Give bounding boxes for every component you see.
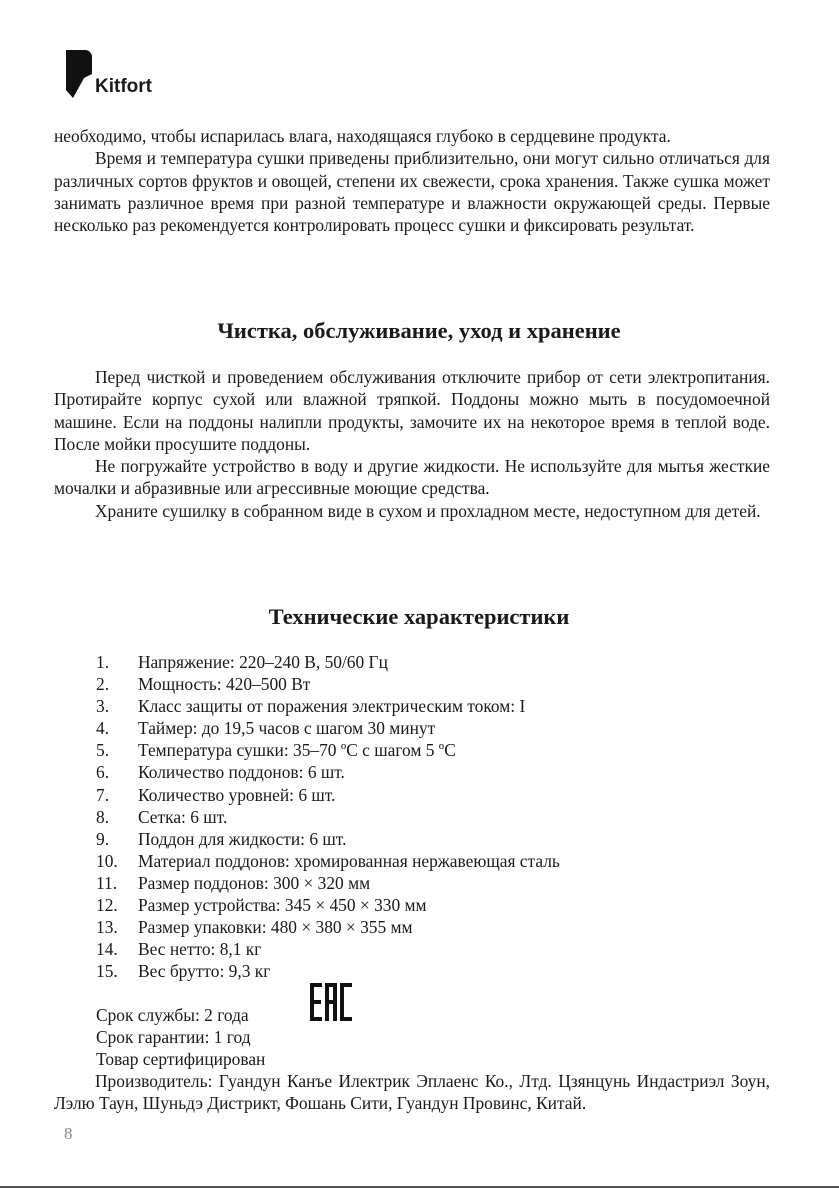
logo-wordmark: Kitfort <box>95 76 152 97</box>
spec-item <box>96 894 560 916</box>
spec-text: Вес брутто: 9,3 кг <box>138 961 271 982</box>
manufacturer-info: Производитель: Гуандун Канъе Илектрик Эплаенс Ко., Лтд. Цзянцунь Индастриэл Зоун, Лэлю Таун, Шуньдэ Дистрикт, Фошань Сити, Гуандун Провинс, Китай. <box>54 1071 770 1114</box>
spec-text: Поддон для жидкости: 6 шт. <box>138 828 347 849</box>
spec-item <box>96 806 560 828</box>
spec-text: Сетка: 6 шт. <box>138 806 228 827</box>
eac-mark-icon <box>310 983 352 1021</box>
spec-number: 5. <box>96 740 110 761</box>
spec-item <box>96 872 560 894</box>
spec-text: Количество уровней: 6 шт. <box>138 784 336 805</box>
spec-number: 12. <box>96 895 118 916</box>
page-number: 8 <box>64 1124 73 1143</box>
spec-number: 14. <box>96 939 118 960</box>
spec-number: 6. <box>96 762 110 783</box>
spec-item <box>96 938 560 960</box>
kitfort-logo-icon <box>66 50 92 98</box>
certification: Товар сертифицирован <box>96 1049 266 1069</box>
spec-number: 15. <box>96 961 118 982</box>
spec-text: Напряжение: 220–240 В, 50/60 Гц <box>138 652 388 672</box>
service-life: Срок службы: 2 года <box>96 1005 249 1025</box>
specs-list <box>96 651 560 982</box>
cleaning-paragraph-1: Перед чисткой и проведением обслуживания отключите прибор от сети электропитания. Протирайте корпус сухой или влажной тряпкой. Поддоны можно мыть в посудомоечной машине. Если на поддоны налипли продукты, замочите их на некоторое время в теплой воде. После мойки просушите поддоны. <box>54 367 770 454</box>
spec-item <box>96 695 560 717</box>
spec-text: Размер устройства: 345 × 450 × 330 мм <box>138 895 427 916</box>
spec-item <box>96 761 560 783</box>
specs-heading: Технические характеристики <box>268 604 570 629</box>
cleaning-section <box>54 366 770 522</box>
spec-item <box>96 784 560 806</box>
spec-number: 4. <box>96 718 110 739</box>
spec-item <box>96 828 560 850</box>
spec-text: Материал поддонов: хромированная нержавеющая сталь <box>138 850 560 871</box>
spec-number: 7. <box>96 784 110 805</box>
spec-number: 9. <box>96 828 110 849</box>
spec-item <box>96 717 560 739</box>
spec-text: Температура сушки: 35–70 ºС с шагом 5 ºС <box>138 740 456 761</box>
spec-text: Мощность: 420–500 Вт <box>138 674 311 695</box>
spec-text: Размер упаковки: 480 × 380 × 355 мм <box>138 917 413 938</box>
spec-number: 1. <box>96 652 110 672</box>
spec-number: 3. <box>96 696 110 717</box>
intro-section <box>54 125 770 236</box>
spec-text: Количество поддонов: 6 шт. <box>138 762 345 783</box>
spec-number: 13. <box>96 917 118 938</box>
spec-item <box>96 916 560 938</box>
intro-paragraph-1: необходимо, чтобы испарилась влага, находящаяся глубоко в сердцевине продукта. <box>54 126 671 146</box>
cleaning-heading: Чистка, обслуживание, уход и хранение <box>217 318 621 343</box>
cleaning-paragraph-3: Храните сушилку в собранном виде в сухом и прохладном месте, недоступном для детей. <box>95 500 761 521</box>
spec-text: Размер поддонов: 300 × 320 мм <box>138 872 371 893</box>
spec-text: Класс защиты от поражения электрическим током: I <box>138 696 526 717</box>
spec-item <box>96 960 560 982</box>
intro-paragraph-2: Время и температура сушки приведены приблизительно, они могут сильно отличаться для различных сортов фруктов и овощей, степени их свежести, срока хранения. Также сушка может занимать различное время при разной температуре и влажности окружающей среды. Первые несколько раз рекомендуется контролировать процесс сушки и фиксировать результат. <box>54 148 770 236</box>
warranty: Срок гарантии: 1 год <box>96 1027 251 1047</box>
spec-item <box>96 651 560 673</box>
spec-item <box>96 850 560 872</box>
spec-item <box>96 673 560 695</box>
manufacturer-section <box>54 1070 770 1115</box>
spec-number: 2. <box>96 674 110 695</box>
spec-text: Вес нетто: 8,1 кг <box>138 939 262 960</box>
spec-item <box>96 739 560 761</box>
eac-mark <box>310 983 352 1026</box>
spec-number: 10. <box>96 850 118 871</box>
spec-number: 8. <box>96 806 110 827</box>
spec-number: 11. <box>96 872 118 893</box>
spec-text: Таймер: до 19,5 часов с шагом 30 минут <box>138 718 436 739</box>
cleaning-paragraph-2: Не погружайте устройство в воду и другие жидкости. Не используйте для мытья жесткие мочалки и абразивные или агрессивные моющие средства. <box>54 456 770 499</box>
